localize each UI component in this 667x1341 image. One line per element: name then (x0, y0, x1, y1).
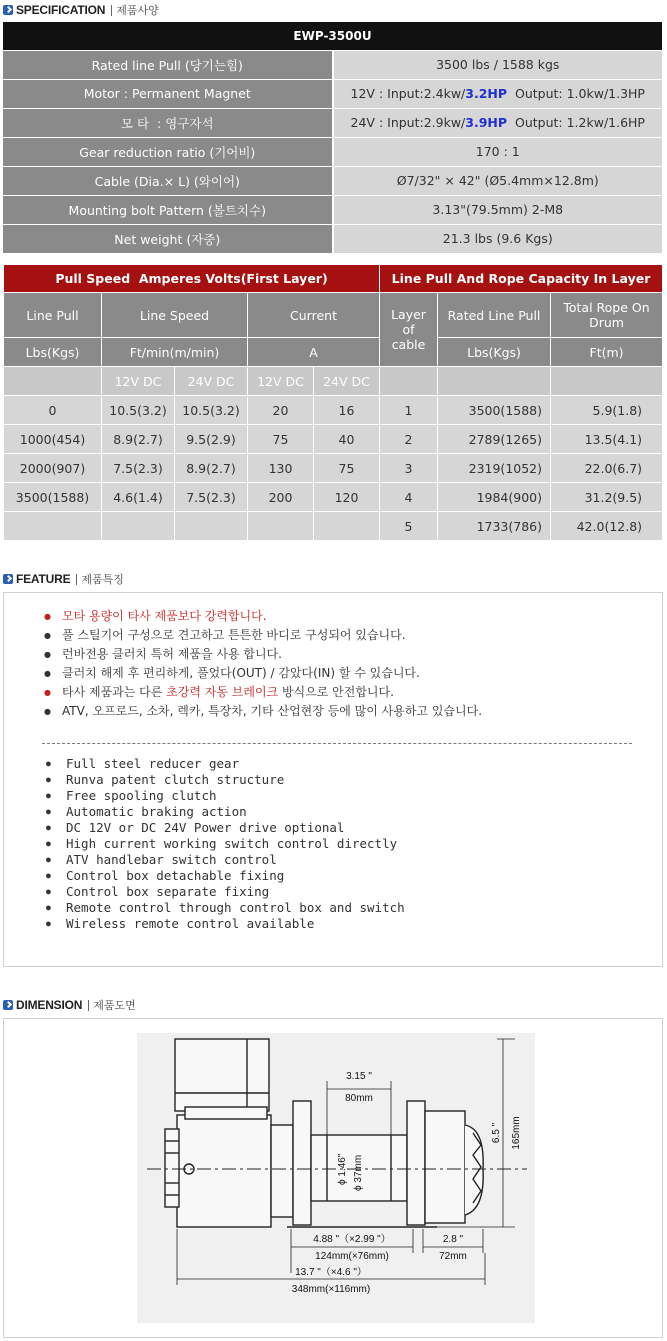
feature-text: 풀 스틸기어 구성으로 견고하고 튼튼한 바디로 구성되어 있습니다. (62, 628, 406, 642)
feature-text-pre: 타사 제품과는 다른 (62, 685, 167, 699)
table-cell: 75 (248, 425, 314, 454)
performance-table (3, 264, 663, 541)
korean-feature-list (44, 607, 482, 721)
dim-shaft-in: ϕ 1.46" (337, 1153, 348, 1185)
spec-row (3, 50, 662, 79)
list-item: ● Remote control through control box and switch (44, 900, 405, 916)
spec-hp-value: 3.9HP (465, 115, 508, 130)
dim-shaft-mm: ϕ 37mm (353, 1154, 364, 1191)
unit-rated-line-pull: Lbs(Kgs) (438, 338, 551, 367)
spec-label: 모 타 : 영구자석 (3, 108, 333, 137)
feature-text-post: 방식으로 안전합니다. (278, 685, 394, 699)
dimension-section-header (3, 997, 136, 1013)
table-cell: 10.5(3.2) (175, 396, 248, 425)
spec-value: 3.13"(79.5mm) 2-M8 (333, 195, 663, 224)
subheader-speed-12v: 12V DC (102, 367, 175, 396)
arrow-icon (3, 1000, 13, 1010)
spec-value-post: Output: 1.0kw/1.3HP (507, 86, 645, 101)
dim-top-mm: 80mm (345, 1093, 373, 1104)
table-cell: 2319(1052) (438, 454, 551, 483)
header-current: Current (248, 293, 380, 338)
list-item: ● Runva patent clutch structure (44, 772, 405, 788)
table-cell (175, 512, 248, 541)
table-cell: 4 (380, 483, 438, 512)
feature-text: ATV, 오프로드, 소차, 렉카, 특장차, 기타 산업현장 등에 많이 사용하고 있습니다. (62, 704, 483, 718)
list-item (44, 683, 482, 702)
dim-height-in: 6.5 " (491, 1122, 502, 1144)
section-title: FEATURE (16, 572, 71, 586)
spec-section-header (3, 2, 159, 18)
table-cell: 130 (248, 454, 314, 483)
spec-row (3, 79, 662, 108)
spec-value: 3500 lbs / 1588 kgs (333, 50, 663, 79)
table-cell (102, 512, 175, 541)
unit-line-speed: Ft/min(m/min) (102, 338, 248, 367)
table-cell: 7.5(2.3) (102, 454, 175, 483)
winch-drawing-svg (137, 1033, 535, 1323)
divider (76, 574, 77, 585)
section-subtitle: 제품사양 (116, 4, 159, 17)
dim-length-in: 13.7 "（×4.6 "） (295, 1267, 367, 1278)
table-row (4, 396, 663, 425)
dim-right-in: 2.8 " (442, 1234, 464, 1245)
list-item (44, 607, 482, 626)
table-cell: 40 (314, 425, 380, 454)
feature-text-highlight: 초강력 자동 브레이크 (166, 685, 279, 699)
table-cell: 10.5(3.2) (102, 396, 175, 425)
blank-cell (551, 367, 663, 396)
spec-value-pre: 24V : Input:2.9kw/ (350, 115, 466, 130)
table-cell: 5 (380, 512, 438, 541)
table-cell: 5.9(1.8) (551, 396, 663, 425)
list-item: ● Wireless remote control available (44, 916, 405, 932)
table-cell: 1000(454) (4, 425, 102, 454)
table-cell: 1984(900) (438, 483, 551, 512)
feature-text: 모타 용량이 타사 제품보다 강력합니다. (62, 609, 267, 623)
table-cell: 8.9(2.7) (102, 425, 175, 454)
performance-rows (4, 396, 663, 541)
section-subtitle: 제품특징 (81, 573, 124, 586)
blank-cell (438, 367, 551, 396)
table-cell: 2789(1265) (438, 425, 551, 454)
rope-capacity-title: Line Pull And Rope Capacity In Layer (380, 265, 663, 293)
spec-hp-value: 3.2HP (465, 86, 508, 101)
table-cell: 0 (4, 396, 102, 425)
subheader-speed-24v: 24V DC (175, 367, 248, 396)
spec-value-pre: 12V : Input:2.4kw/ (350, 86, 466, 101)
header-layer-of-cable: Layer of cable (380, 293, 438, 367)
list-item: ● High current working switch control directly (44, 836, 405, 852)
dim-base-in: 4.88 "（×2.99 "） (313, 1234, 391, 1245)
spec-label: Rated line Pull (당기는힘) (3, 50, 333, 79)
blank-cell (4, 367, 102, 396)
table-cell: 22.0(6.7) (551, 454, 663, 483)
header-line-speed: Line Speed (102, 293, 248, 338)
table-cell: 16 (314, 396, 380, 425)
table-cell: 13.5(4.1) (551, 425, 663, 454)
spec-value-post: Output: 1.2kw/1.6HP (507, 115, 645, 130)
english-feature-list (44, 756, 405, 932)
table-row (4, 425, 663, 454)
arrow-icon (3, 5, 13, 15)
table-cell: 7.5(2.3) (175, 483, 248, 512)
list-item: ● ATV handlebar switch control (44, 852, 405, 868)
list-item: ● Automatic braking action (44, 804, 405, 820)
table-cell: 9.5(2.9) (175, 425, 248, 454)
feature-text: 런바전용 클러치 특허 제품을 사용 합니다. (62, 647, 282, 661)
table-cell: 120 (314, 483, 380, 512)
list-item (44, 664, 482, 683)
dim-base-mm: 124mm(×76mm) (315, 1251, 389, 1262)
table-cell: 1733(786) (438, 512, 551, 541)
subheader-current-12v: 12V DC (248, 367, 314, 396)
spec-value: Ø7/32" × 42" (Ø5.4mm×12.8m) (333, 166, 663, 195)
table-cell: 2000(907) (4, 454, 102, 483)
spec-row (3, 137, 662, 166)
spec-label: Cable (Dia.× L) (와이어) (3, 166, 333, 195)
spec-value (333, 108, 663, 137)
spec-value: 21.3 lbs (9.6 Kgs) (333, 224, 663, 253)
arrow-icon (3, 574, 13, 584)
feature-box (3, 592, 663, 967)
table-cell: 2 (380, 425, 438, 454)
model-name: EWP-3500U (3, 22, 662, 50)
list-item (44, 702, 482, 721)
spec-label: Gear reduction ratio (기어비) (3, 137, 333, 166)
table-cell: 42.0(12.8) (551, 512, 663, 541)
list-item (44, 645, 482, 664)
spec-row (3, 108, 662, 137)
dashed-divider (42, 743, 632, 744)
table-cell: 31.2(9.5) (551, 483, 663, 512)
table-row (4, 483, 663, 512)
spec-row (3, 224, 662, 253)
section-subtitle: 제품도면 (93, 999, 136, 1012)
unit-current: A (248, 338, 380, 367)
table-cell: 20 (248, 396, 314, 425)
spec-row (3, 166, 662, 195)
table-cell: 4.6(1.4) (102, 483, 175, 512)
section-title: DIMENSION (16, 998, 83, 1012)
table-cell: 3 (380, 454, 438, 483)
table-cell (248, 512, 314, 541)
spec-value: 170 : 1 (333, 137, 663, 166)
table-cell: 8.9(2.7) (175, 454, 248, 483)
winch-dimension-drawing (137, 1033, 535, 1323)
unit-total-rope: Ft(m) (551, 338, 663, 367)
spec-row (3, 195, 662, 224)
divider (88, 1000, 89, 1011)
table-row (4, 454, 663, 483)
list-item: ● Full steel reducer gear (44, 756, 405, 772)
list-item (44, 626, 482, 645)
table-cell (314, 512, 380, 541)
table-cell: 3500(1588) (438, 396, 551, 425)
dim-top-in: 3.15 " (346, 1071, 372, 1082)
table-row (4, 512, 663, 541)
spec-table (3, 22, 662, 254)
feature-text: 클러치 해제 후 편리하게, 풀었다(OUT) / 감았다(IN) 할 수 있습니다. (62, 666, 420, 680)
spec-label: Mounting bolt Pattern (볼트치수) (3, 195, 333, 224)
subheader-current-24v: 24V DC (314, 367, 380, 396)
pull-speed-title: Pull Speed Amperes Volts(First Layer) (4, 265, 380, 293)
divider (111, 5, 112, 16)
spec-label: Net weight (자중) (3, 224, 333, 253)
header-line-pull: Line Pull (4, 293, 102, 338)
list-item: ● Free spooling clutch (44, 788, 405, 804)
header-total-rope: Total Rope On Drum (551, 293, 663, 338)
table-cell (4, 512, 102, 541)
list-item: ● DC 12V or DC 24V Power drive optional (44, 820, 405, 836)
list-item: ● Control box separate fixing (44, 884, 405, 900)
blank-cell (380, 367, 438, 396)
table-cell: 75 (314, 454, 380, 483)
section-title: SPECIFICATION (16, 3, 106, 17)
spec-label: Motor : Permanent Magnet (3, 79, 333, 108)
dim-right-mm: 72mm (439, 1251, 467, 1262)
spec-value (333, 79, 663, 108)
feature-section-header (3, 571, 124, 587)
table-cell: 200 (248, 483, 314, 512)
table-cell: 3500(1588) (4, 483, 102, 512)
dim-height-mm: 165mm (511, 1116, 522, 1150)
unit-line-pull: Lbs(Kgs) (4, 338, 102, 367)
header-rated-line-pull: Rated Line Pull (438, 293, 551, 338)
dimension-box (3, 1018, 663, 1338)
list-item: ● Control box detachable fixing (44, 868, 405, 884)
dim-length-mm: 348mm(×116mm) (291, 1284, 371, 1295)
table-cell: 1 (380, 396, 438, 425)
